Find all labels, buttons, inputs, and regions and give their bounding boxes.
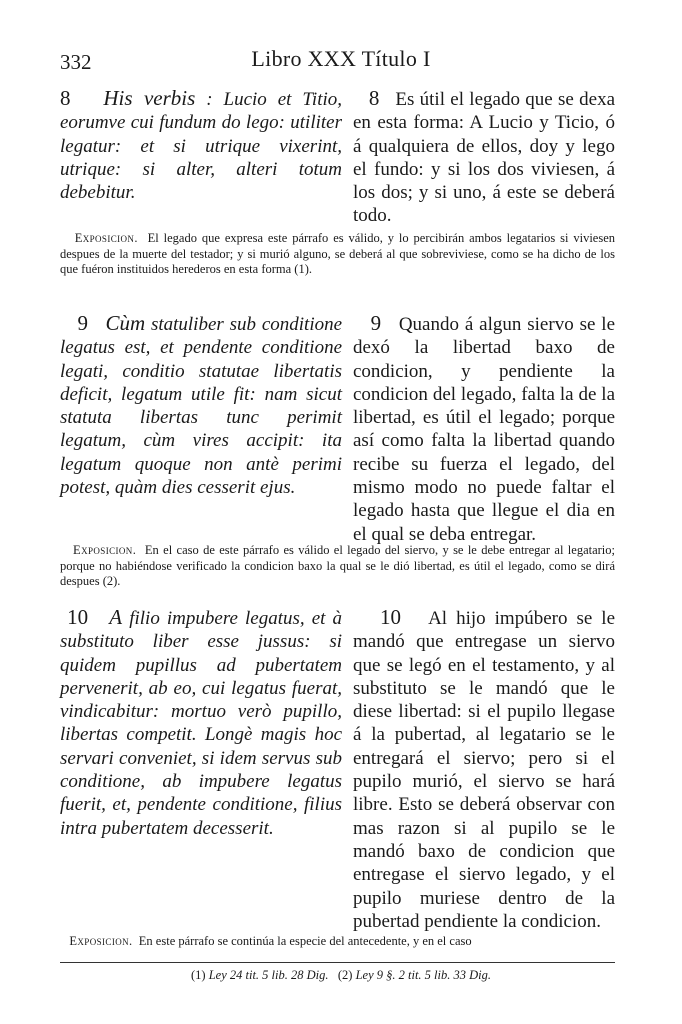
footnote-rule (60, 962, 615, 963)
exposicion-text: En este párrafo se continúa la especie del antecedente, y en el caso (138, 934, 472, 948)
latin-paragraph-number: 9 (77, 311, 88, 335)
exposicion-text: El legado que expresa este párrafo es válido, y lo percibirán ambos legatarios si viviesen despues de la muerte del testador; y si murió alguno, se deberá al que sobreviviese, como se ha dicho de los que fuéron instituidos herederos en esta forma (1). (60, 231, 615, 276)
latin-lead-words: A (109, 605, 123, 629)
spanish-paragraph-10 (353, 606, 615, 933)
exposicion-10 (60, 934, 615, 950)
footnote-1-text: Ley 24 tit. 5 lib. 28 Dig. (208, 968, 329, 982)
exposicion-9 (60, 543, 615, 590)
exposicion-8 (60, 231, 615, 278)
spanish-paragraph-number: 9 (370, 311, 382, 335)
footnote-2-text: Ley 9 §. 2 tit. 5 lib. 33 Dig. (355, 968, 491, 982)
latin-paragraph-number: 10 (67, 605, 89, 629)
latin-text: statuliber sub conditione legatus est, et pendente conditione legati, conditio statutae libertatis deficit, legatum utile fit: nam sicut statuta libertas tunc perimit legatum, cùm vires accipit: ita legatum quoque non antè perimi potest, quàm dies cesserit ejus. (60, 314, 343, 499)
latin-lead-words: His verbis (103, 86, 196, 110)
spanish-paragraph-8 (353, 87, 615, 228)
spanish-paragraph-number: 8 (368, 86, 380, 110)
footnotes (0, 968, 682, 983)
latin-paragraph-number: 8 (60, 86, 71, 110)
latin-paragraph-8 (60, 87, 342, 204)
footnote-1-mark: (1) (191, 968, 206, 982)
latin-paragraph-10 (60, 606, 342, 840)
spanish-paragraph-9 (353, 312, 615, 546)
running-head: Libro XXX Título I (251, 46, 431, 71)
footnote-2-mark: (2) (337, 968, 353, 982)
page-number: 332 (60, 50, 92, 74)
latin-lead-words: Cùm (105, 311, 146, 335)
spanish-text: Es útil el legado que se dexa en esta forma: A Lucio y Ticio, ó á qualquiera de ellos, doy y lego el fundo: y si los dos viviesen, á los dos; y si uno, á este se deberá todo. (353, 89, 615, 227)
exposicion-label: Exposicion. (74, 231, 138, 245)
latin-paragraph-9 (60, 312, 342, 499)
latin-text: : Lucio et Titio, eorumve cui fundum do lego: utiliter legatur: et si utrique vixerint, utrique: si alter, alteri totum debebitur. (60, 89, 343, 204)
spanish-text: Al hijo impúbero se le mandó que entregase un siervo que se legó en el testamento, y al substituto se le mandó que le diese libertad: si el pupilo llegase á la pubertad, al legatario se le entregará el siervo; pero si el pupilo murió, el siervo se hará libre. Esto se deberá observar con mas razon si al pupilo se le mandó baxo de condicion que entregase el siervo legado, y el pupilo muriese dentro de la pubertad pendiente la condicion. (353, 608, 616, 932)
latin-text: filio impubere legatus, et à substituto liber esse jussus: si quidem pupillus ad pubertatem pervenerit, ab eo, cui legatus fuerat, vindicabitur: mortuo verò pupillo, libertas competit. Longè magis hoc servari conveniet, si idem servus sub conditione, ab impubere legatus fuerit, et, pendente conditione, filius intra pubertatem decesserit. (60, 608, 343, 839)
exposicion-label: Exposicion. (73, 543, 137, 557)
exposicion-label: Exposicion. (69, 934, 133, 948)
exposicion-text: En el caso de este párrafo es válido el legado del siervo, y se le debe entregar al legatario; porque no habiéndose verificado la condicion baxo la qual se le dió libertad, es útil el legado, como se dirá despues (2). (60, 543, 615, 588)
spanish-text: Quando á algun siervo se le dexó la libertad baxo de condicion, y pendiente la condicion del legado, falta la de la libertad, es útil el legado; porque así como falta la libertad quando recibe su fuerza el legado, del mismo modo no puede faltar el legado hasta que llegue el dia en el qual se deba entregar. (353, 314, 616, 545)
spanish-paragraph-number: 10 (380, 605, 402, 629)
